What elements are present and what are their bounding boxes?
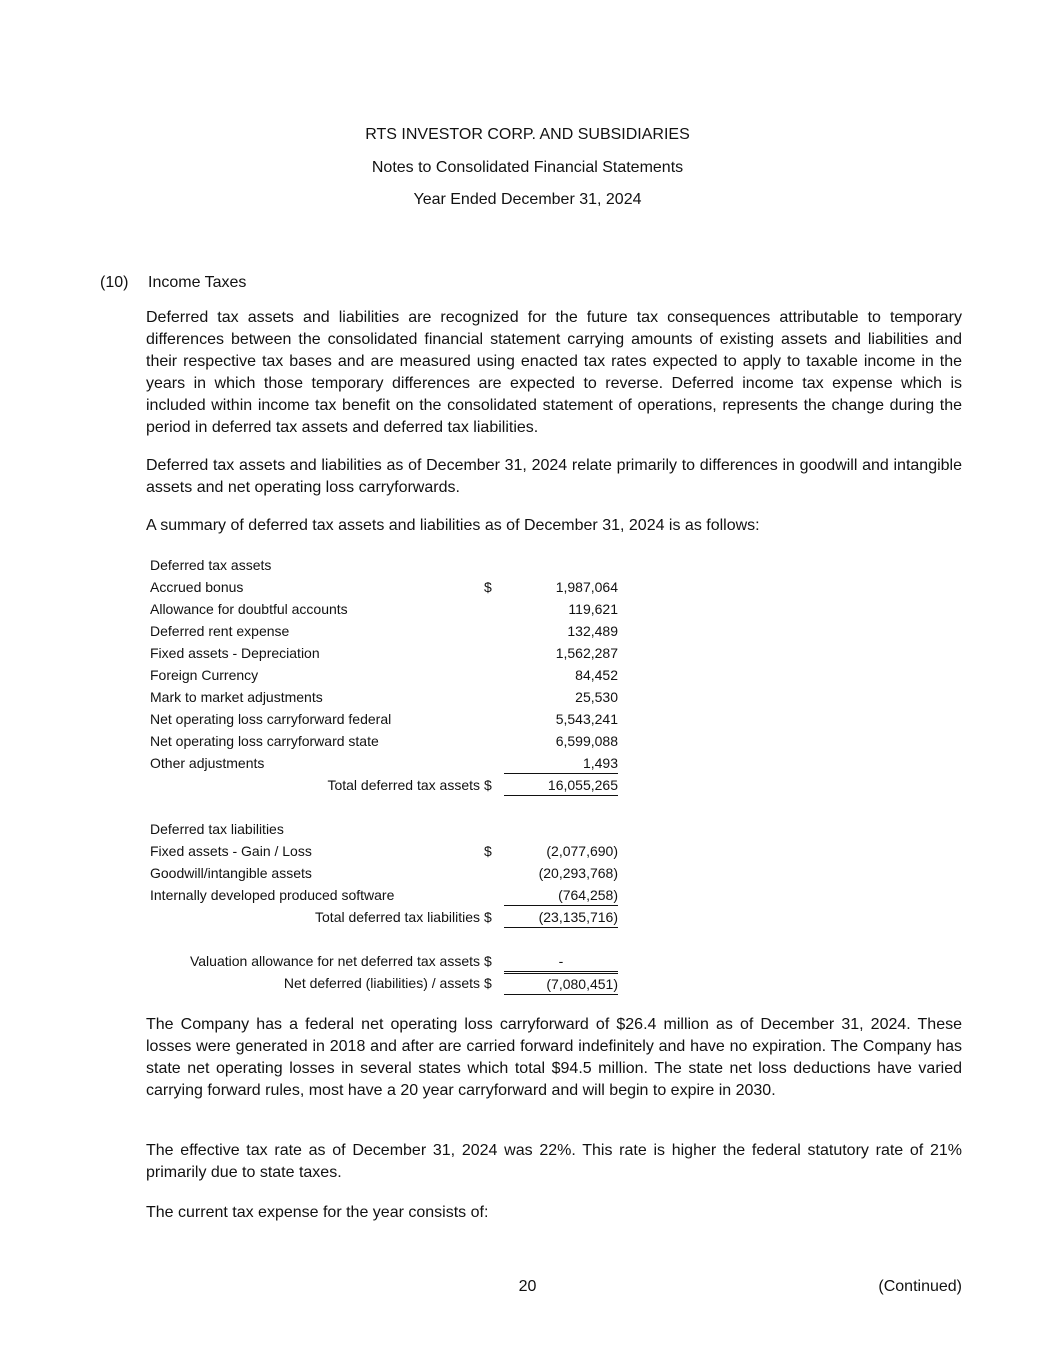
row-label: Internally developed produced software xyxy=(150,887,395,903)
table-row xyxy=(150,841,630,863)
row-dollar: $ xyxy=(484,843,492,859)
row-label: Allowance for doubtful accounts xyxy=(150,601,348,617)
row-label: Deferred rent expense xyxy=(150,623,290,639)
valuation-label: Valuation allowance for net deferred tax assets xyxy=(189,953,480,969)
company-name: RTS INVESTOR CORP. AND SUBSIDIARIES xyxy=(365,126,690,143)
valuation-row xyxy=(150,951,630,973)
row-amount: 119,621 xyxy=(568,601,618,617)
assets-total-label: Total deferred tax assets xyxy=(327,777,480,793)
liabilities-total-dollar: $ xyxy=(484,909,492,925)
row-dollar: $ xyxy=(484,579,492,595)
row-amount: (20,293,768) xyxy=(538,865,618,881)
table-row xyxy=(150,643,630,665)
row-label: Foreign Currency xyxy=(150,667,259,683)
net-label: Net deferred (liabilities) / assets xyxy=(283,975,480,991)
section-title: Income Taxes xyxy=(148,274,247,291)
row-label: Mark to market adjustments xyxy=(150,689,323,705)
paragraph-deferred-tax-overview: Deferred tax assets and liabilities are recognized for the future tax consequences attributable to temporary differences between the consolidated financial statement carrying amounts of existing assets and liabilities and their respective tax bases and are measured using enacted tax rates expected to apply to taxable income in the years in which those temporary differences are expected to reverse. Deferred income tax expense which is included within income tax benefit on the consolidated statement of operations, represents the change during the period in deferred tax assets and deferred tax liabilities. xyxy=(146,309,962,436)
row-amount: 84,452 xyxy=(575,667,618,683)
row-label: Goodwill/intangible assets xyxy=(150,865,312,881)
section-number: (10) xyxy=(100,274,129,291)
row-amount: 1,987,064 xyxy=(555,579,618,595)
assets-total-row xyxy=(150,775,630,797)
table-row xyxy=(150,621,630,643)
table-row xyxy=(150,599,630,621)
assets-total-amount: 16,055,265 xyxy=(504,775,618,796)
row-amount: 25,530 xyxy=(575,689,618,705)
row-label: Net operating loss carryforward state xyxy=(150,733,379,749)
row-amount: 1,562,287 xyxy=(555,645,618,661)
row-label: Accrued bonus xyxy=(150,579,244,595)
table-row xyxy=(150,687,630,709)
row-amount: (2,077,690) xyxy=(546,843,618,859)
valuation-dollar: $ xyxy=(484,953,492,969)
table-row xyxy=(150,577,630,599)
table-row xyxy=(150,753,630,775)
assets-total-dollar: $ xyxy=(484,777,492,793)
statement-subtitle: Notes to Consolidated Financial Statements xyxy=(371,159,684,176)
paragraph-summary-intro: A summary of deferred tax assets and liabilities as of December 31, 2024 is as follows: xyxy=(146,517,760,534)
net-row xyxy=(150,973,630,995)
liabilities-total-label: Total deferred tax liabilities xyxy=(315,909,480,925)
liabilities-total-row xyxy=(150,907,630,929)
table-row xyxy=(150,863,630,885)
paragraph-effective-tax-rate: The effective tax rate as of December 31, 2024 was 22%. This rate is higher the federal statutory rate of 21% primarily due to state taxes. xyxy=(146,1142,962,1181)
net-dollar: $ xyxy=(484,975,492,991)
row-amount: 5,543,241 xyxy=(555,711,618,727)
table-row xyxy=(150,731,630,753)
table-row xyxy=(150,665,630,687)
continued-label: (Continued) xyxy=(878,1278,962,1295)
net-amount: (7,080,451) xyxy=(504,973,618,995)
paragraph-deferred-tax-relation: Deferred tax assets and liabilities as of December 31, 2024 relate primarily to differences in goodwill and intangible assets and net operating loss carryforwards. xyxy=(146,457,962,496)
liabilities-total-amount: (23,135,716) xyxy=(504,907,618,928)
statement-period: Year Ended December 31, 2024 xyxy=(413,191,642,208)
page-number: 20 xyxy=(518,1278,537,1295)
row-amount: 132,489 xyxy=(567,623,618,639)
liabilities-heading-row xyxy=(150,819,630,841)
row-label: Fixed assets - Depreciation xyxy=(150,645,320,661)
row-label: Net operating loss carryforward federal xyxy=(150,711,392,727)
row-label: Other adjustments xyxy=(150,755,265,771)
valuation-amount: - xyxy=(504,951,618,972)
row-amount: 1,493 xyxy=(504,753,618,774)
paragraph-current-tax-expense: The current tax expense for the year consists of: xyxy=(146,1204,489,1221)
table-row xyxy=(150,885,630,907)
row-label: Fixed assets - Gain / Loss xyxy=(150,843,312,859)
table-row xyxy=(150,709,630,731)
row-amount: 6,599,088 xyxy=(555,733,618,749)
paragraph-nol-carryforward: The Company has a federal net operating loss carryforward of $26.4 million as of December 31, 2024. These losses were generated in 2018 and after are carried forward indefinitely and have no expiration. The Company has state net operating losses in several states which total $94.5 million. The state net loss deductions have varied carrying forward rules, most have a 20 year carryforward and will begin to expire in 2030. xyxy=(146,1016,962,1099)
row-amount: (764,258) xyxy=(504,885,618,906)
liabilities-heading: Deferred tax liabilities xyxy=(150,821,284,837)
assets-heading-row xyxy=(150,555,630,577)
assets-heading: Deferred tax assets xyxy=(150,557,272,573)
